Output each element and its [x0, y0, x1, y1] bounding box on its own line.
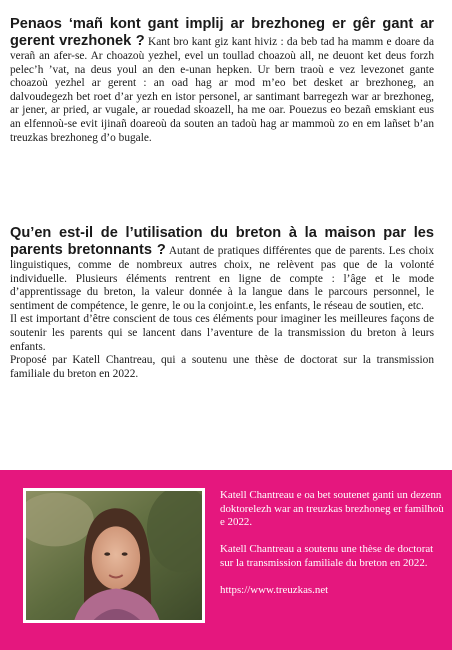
breton-body: Kant bro kant giz kant hiviz : da beb tad ha mamm e doare da verañ an afer-se. Ar choazoù yezhel, evel un toullad choazoù all, ne deuont ket deus forzh pelec’h ’vat, na deus youl an den e-unan hepken. Ur bern traoù e vez levezonet gante choazoù yezhel ar gerent : an oad hag ar mod m’eo bet desket ar brezhoneg, an dalvoudegezh bet roet d’ar yezh en istor personel, ar santimant barregezh war ar brezhoneg, ar jener, ar pried, ar vugale, ar rouedad skoazell, ha me oar. Pouezus eo bezañ emskiant eus an elfennoù-se evit ijinañ doareoù da souten an tadoù hag ar mammoù zo en em lañset b’an treuzkas brezhoneg d’o bugale. [10, 36, 435, 144]
french-body-1: Autant de pratiques différentes que de parents. Les choix linguistiques, comme de nombreux autres choix, ne relèvent pas que de la volonté individuelle. Plusieurs éléments rentrent en ligne de compte : l’âge et le mode d’apprentissage du breton, la valeur donnée à la langue dans le parcours personnel, le sentiment de compétence, le genre, le ou la conjoint.e, les enfants, le réseau de soutien, etc. [10, 245, 435, 312]
website-link[interactable]: https://www.treuzkas.net [220, 584, 329, 597]
bio-breton: Katell Chantreau e oa bet soutenet ganti un dezenn doktorelezh war an treuzkas brezhoneg er familhoù e 2022. [220, 489, 444, 529]
breton-section [10, 16, 434, 145]
french-heading: Qu’en est-il de l’utilisation du breton à la maison par les parents bretonnants ? [10, 225, 434, 258]
author-photo [23, 488, 205, 623]
french-section [10, 225, 434, 381]
french-body-3: Proposé par Katell Chantreau, qui a soutenu une thèse de doctorat sur la transmission familiale du breton en 2022. [10, 354, 434, 380]
breton-heading: Penaos ‘mañ kont gant implij ar brezhoneg er gêr gant ar gerent vrezhonek ? [10, 16, 434, 49]
bio-french: Katell Chantreau a soutenu une thèse de doctorat sur la transmission familiale du breton en 2022. [220, 543, 434, 569]
author-footer [0, 470, 452, 650]
french-body-2: Il est important d’être conscient de tous ces éléments pour imaginer les meilleures façons de soutenir les parents qui se lancent dans l’aventure de la transmission du breton à leurs enfants. [10, 313, 434, 353]
author-bio [220, 489, 448, 611]
